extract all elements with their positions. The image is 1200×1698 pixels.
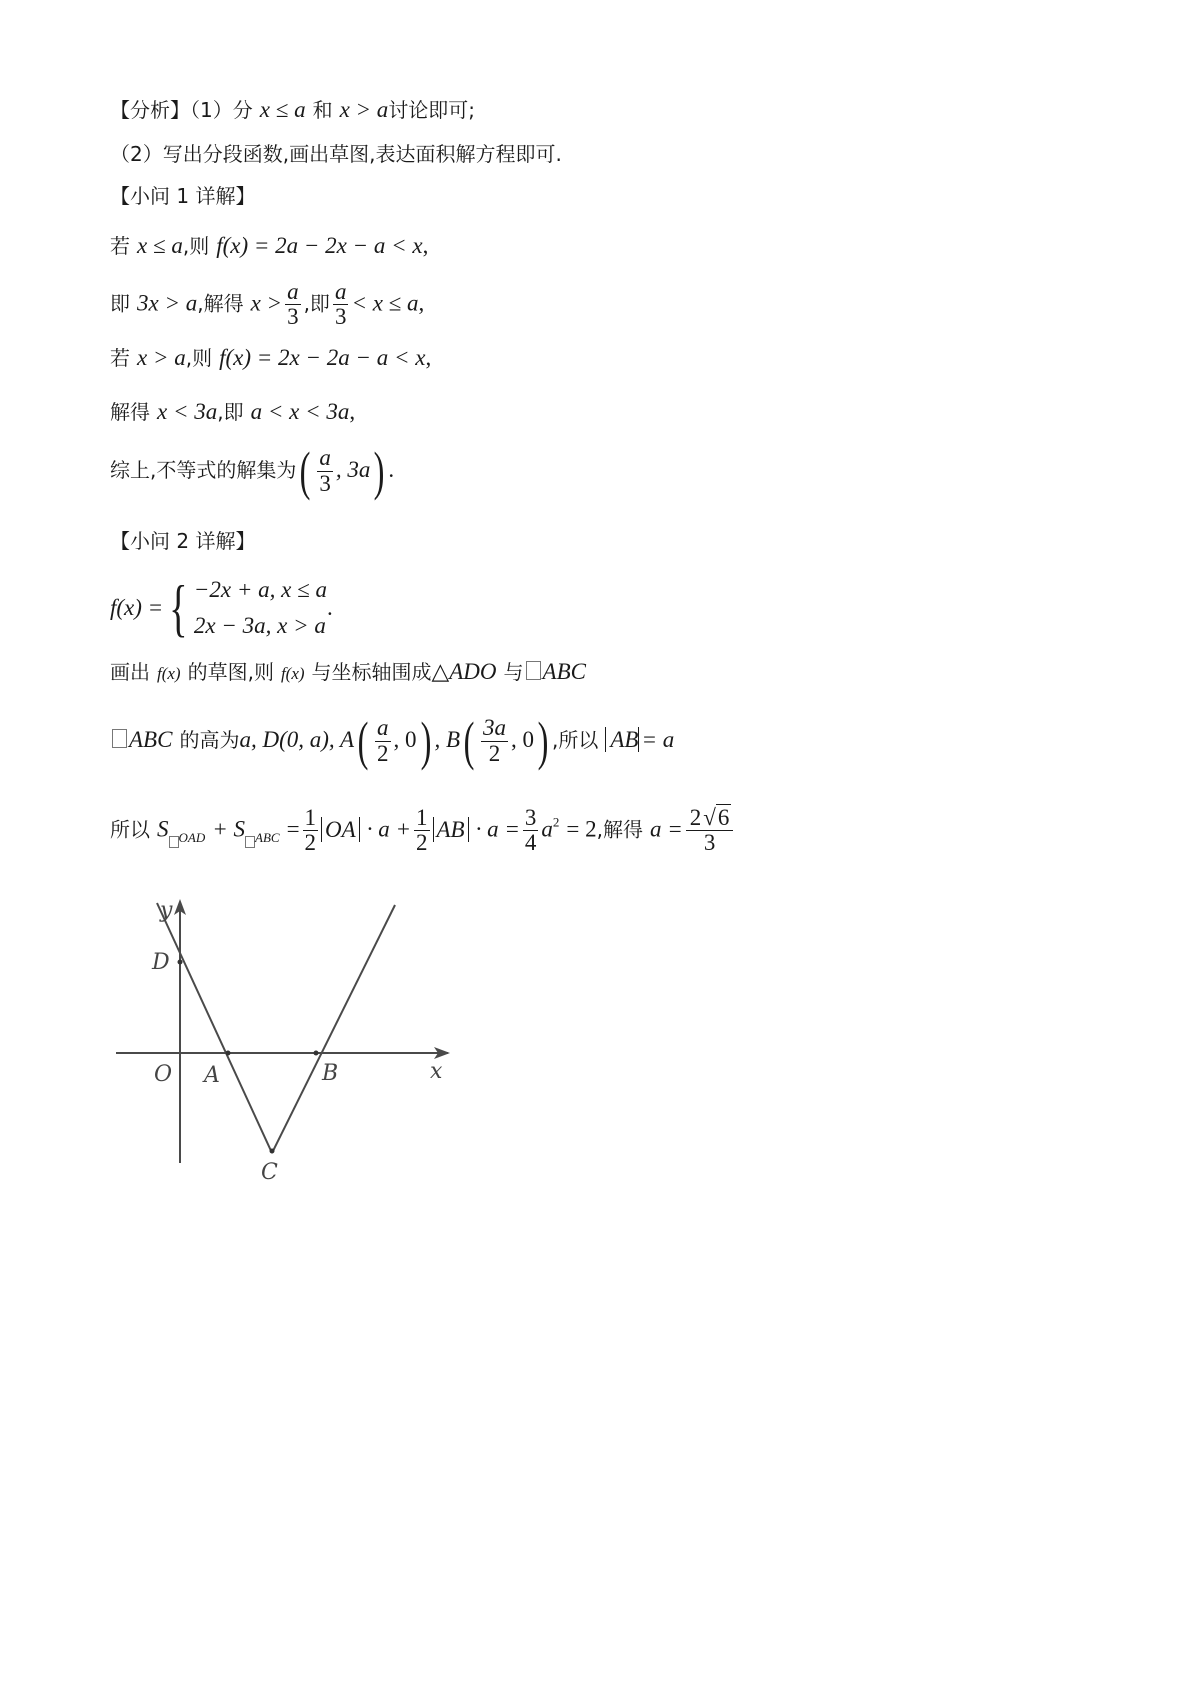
frac-num: 3a bbox=[483, 715, 507, 741]
q2-l2-a: 画出 bbox=[110, 660, 150, 684]
q1-l4-end: , bbox=[349, 399, 356, 424]
q2-l2-d: 与 bbox=[503, 660, 524, 684]
frac-num: a bbox=[287, 279, 299, 304]
q1-l1-end: , bbox=[422, 233, 429, 258]
label-O: O bbox=[154, 1062, 173, 1087]
frac-num: 3 bbox=[524, 805, 537, 830]
q1-line-3 bbox=[110, 346, 431, 370]
analysis-cond-1: x ≤ a bbox=[259, 97, 306, 122]
fraction bbox=[285, 280, 301, 329]
q2-l3-aval: a, D(0, a), A bbox=[239, 727, 355, 752]
piecewise-case-2: 2x − 3a, x > a bbox=[193, 612, 326, 638]
point-B bbox=[314, 1051, 319, 1056]
q1-heading-line bbox=[110, 186, 255, 208]
q1-l4-expr: x < 3a bbox=[157, 399, 218, 424]
label-x: x bbox=[430, 1059, 443, 1084]
q1-line-4 bbox=[110, 400, 355, 424]
q2-l4-s1: S bbox=[157, 816, 169, 842]
sqrt-radicand: 6 bbox=[717, 805, 730, 830]
q1-l2-jiede: ,解得 bbox=[197, 291, 244, 316]
right-paren: ) bbox=[373, 441, 385, 501]
q1-line-5 bbox=[110, 441, 395, 501]
q2-line-4 bbox=[110, 806, 736, 855]
frac-num: a bbox=[377, 715, 389, 741]
piecewise-cases bbox=[194, 572, 327, 643]
q2-l3-ab: AB bbox=[605, 727, 638, 752]
q2-l3-c: ,所以 bbox=[552, 728, 599, 752]
q2-l2-c: 与坐标轴围成 bbox=[311, 660, 432, 684]
frac-den: 2 bbox=[377, 740, 389, 766]
fraction bbox=[303, 806, 319, 855]
q2-l3-abc: ABC bbox=[129, 727, 173, 752]
fraction bbox=[333, 280, 349, 329]
left-paren: ( bbox=[463, 711, 475, 771]
q1-l4-expr2: a < x < 3a bbox=[250, 399, 350, 424]
q1-l3-end: , bbox=[425, 345, 432, 370]
piecewise-brace: { bbox=[169, 571, 188, 643]
q2-l2-fx2: f(x) bbox=[280, 664, 305, 683]
point-D bbox=[178, 960, 183, 965]
q2-line-3 bbox=[110, 711, 675, 771]
missing-glyph-box bbox=[245, 836, 255, 848]
frac-num: 1 bbox=[304, 805, 317, 830]
q2-piecewise bbox=[110, 572, 333, 643]
frac-den: 3 bbox=[703, 830, 716, 856]
fraction: $\frac{2√6}{3}$ bbox=[686, 806, 734, 855]
q2-heading: 【小问 2 详解】 bbox=[110, 529, 256, 553]
frac-num: 1 bbox=[416, 805, 428, 830]
analysis-part2: （2）写出分段函数,画出草图,表达面积解方程即可. bbox=[110, 142, 562, 166]
frac-den: 2 bbox=[488, 740, 501, 766]
q1-line-1 bbox=[110, 234, 428, 258]
analysis-and: 和 bbox=[312, 98, 333, 122]
piecewise-dot: . bbox=[327, 595, 333, 621]
analysis-line-1 bbox=[110, 98, 475, 122]
q2-l3-b: , B bbox=[434, 727, 461, 752]
frac-den: 3 bbox=[287, 304, 299, 330]
q1-l3-expr: f(x) = 2x − 2a − a < x bbox=[219, 345, 426, 370]
label-D: D bbox=[152, 950, 170, 975]
q1-l2-end: , bbox=[418, 290, 425, 316]
q1-l5-end: . bbox=[388, 457, 395, 482]
analysis-heading: 【分析】 bbox=[110, 98, 190, 122]
q2-l4-a2: a bbox=[541, 816, 553, 842]
frac-den: 4 bbox=[524, 830, 537, 856]
q1-l5-rest: , 3a bbox=[335, 457, 371, 482]
q2-l3-eq: = a bbox=[638, 727, 674, 752]
missing-glyph-box bbox=[526, 661, 541, 680]
q2-l4-mid: · a + bbox=[366, 816, 411, 842]
frac-num: a bbox=[319, 445, 331, 471]
q2-l4-eq2: = 2 bbox=[566, 816, 597, 842]
q1-l4-jiede: 解得 bbox=[110, 400, 150, 424]
q2-l3-z1: , 0 bbox=[393, 727, 417, 752]
piecewise-fx: f(x) = bbox=[110, 595, 164, 621]
segment-left bbox=[157, 903, 272, 1153]
q2-l4-oa: OA bbox=[321, 817, 360, 842]
label-A: A bbox=[204, 1063, 220, 1088]
analysis-cond-2: x > a bbox=[339, 97, 389, 122]
q1-l4-ji: ,即 bbox=[217, 400, 244, 424]
frac-den: 3 bbox=[334, 304, 347, 330]
q2-l4-a: 所以 bbox=[110, 817, 150, 842]
q1-l1-cond: x ≤ a bbox=[137, 233, 183, 258]
q2-l4-sq: 2 bbox=[552, 814, 560, 830]
fraction bbox=[523, 806, 539, 855]
segment-right bbox=[272, 905, 395, 1153]
q2-l2-b: 的草图,则 bbox=[187, 660, 274, 684]
label-C: C bbox=[261, 1160, 278, 1185]
q2-heading-line bbox=[110, 531, 255, 553]
q1-l5-text: 综上,不等式的解集为 bbox=[110, 458, 297, 482]
frac-num: a bbox=[334, 279, 347, 304]
q1-l2-tail: < x ≤ a bbox=[351, 290, 419, 316]
fraction bbox=[375, 716, 391, 765]
q2-l4-eq1: = bbox=[286, 816, 300, 842]
q2-line-2 bbox=[110, 660, 586, 684]
label-B: B bbox=[322, 1061, 339, 1086]
analysis-part1-prefix: （1）分 bbox=[190, 98, 253, 122]
right-paren: ) bbox=[420, 711, 431, 771]
frac-den: 2 bbox=[304, 830, 317, 856]
label-y: y bbox=[160, 898, 173, 923]
q2-l2-fx: f(x) bbox=[157, 664, 181, 683]
q2-l2-tri: △ADO bbox=[431, 659, 497, 684]
q1-l2-xgt: x > bbox=[250, 290, 283, 316]
q1-l2-expr: 3x > a bbox=[137, 290, 198, 316]
frac-num: 2 bbox=[689, 805, 702, 830]
missing-glyph-box bbox=[112, 729, 127, 748]
left-paren: ( bbox=[299, 441, 311, 501]
q2-l4-plus: + S bbox=[212, 816, 245, 842]
piecewise-case-1: −2x + a, x ≤ a bbox=[193, 577, 327, 602]
point-A bbox=[226, 1051, 231, 1056]
analysis-line-2 bbox=[110, 144, 562, 166]
q1-heading: 【小问 1 详解】 bbox=[110, 184, 256, 208]
q2-l3-a: 的高为 bbox=[179, 728, 240, 752]
q2-l4-b: ,解得 bbox=[596, 817, 643, 842]
fraction bbox=[414, 806, 430, 855]
q2-l4-aeq: a = bbox=[649, 816, 683, 842]
piecewise-wrap bbox=[110, 572, 333, 643]
function-graph bbox=[110, 893, 470, 1193]
q2-l4-ab: AB bbox=[433, 817, 469, 842]
q1-l1-expr: f(x) = 2a − 2x − a < x bbox=[216, 233, 423, 258]
q1-l2-ji2: ,即 bbox=[303, 291, 330, 316]
q2-l4-s2sub: ABC bbox=[255, 829, 280, 845]
q2-l3-z2: , 0 bbox=[511, 727, 535, 752]
left-paren: ( bbox=[357, 711, 369, 771]
q2-l4-s1sub: OAD bbox=[178, 829, 206, 845]
q1-l1-ze: ,则 bbox=[182, 234, 210, 258]
fraction bbox=[317, 446, 333, 495]
q1-l3-cond: x > a bbox=[137, 345, 186, 370]
q1-l3-ze: ,则 bbox=[185, 346, 213, 370]
fraction bbox=[481, 716, 508, 765]
frac-den: 3 bbox=[319, 470, 331, 496]
frac-den: 2 bbox=[416, 830, 428, 856]
right-paren: ) bbox=[537, 711, 549, 771]
q1-line-2 bbox=[110, 280, 424, 329]
q1-l3-ruo: 若 bbox=[110, 346, 130, 370]
q2-l2-abc: ABC bbox=[542, 659, 586, 684]
missing-glyph-box bbox=[169, 836, 179, 848]
point-C bbox=[270, 1149, 275, 1154]
q2-l4-mid2: · a = bbox=[475, 816, 520, 842]
q1-l2-ji: 即 bbox=[110, 291, 130, 316]
q1-l1-ruo: 若 bbox=[110, 234, 130, 258]
analysis-part1-suffix: 讨论即可; bbox=[388, 98, 476, 122]
